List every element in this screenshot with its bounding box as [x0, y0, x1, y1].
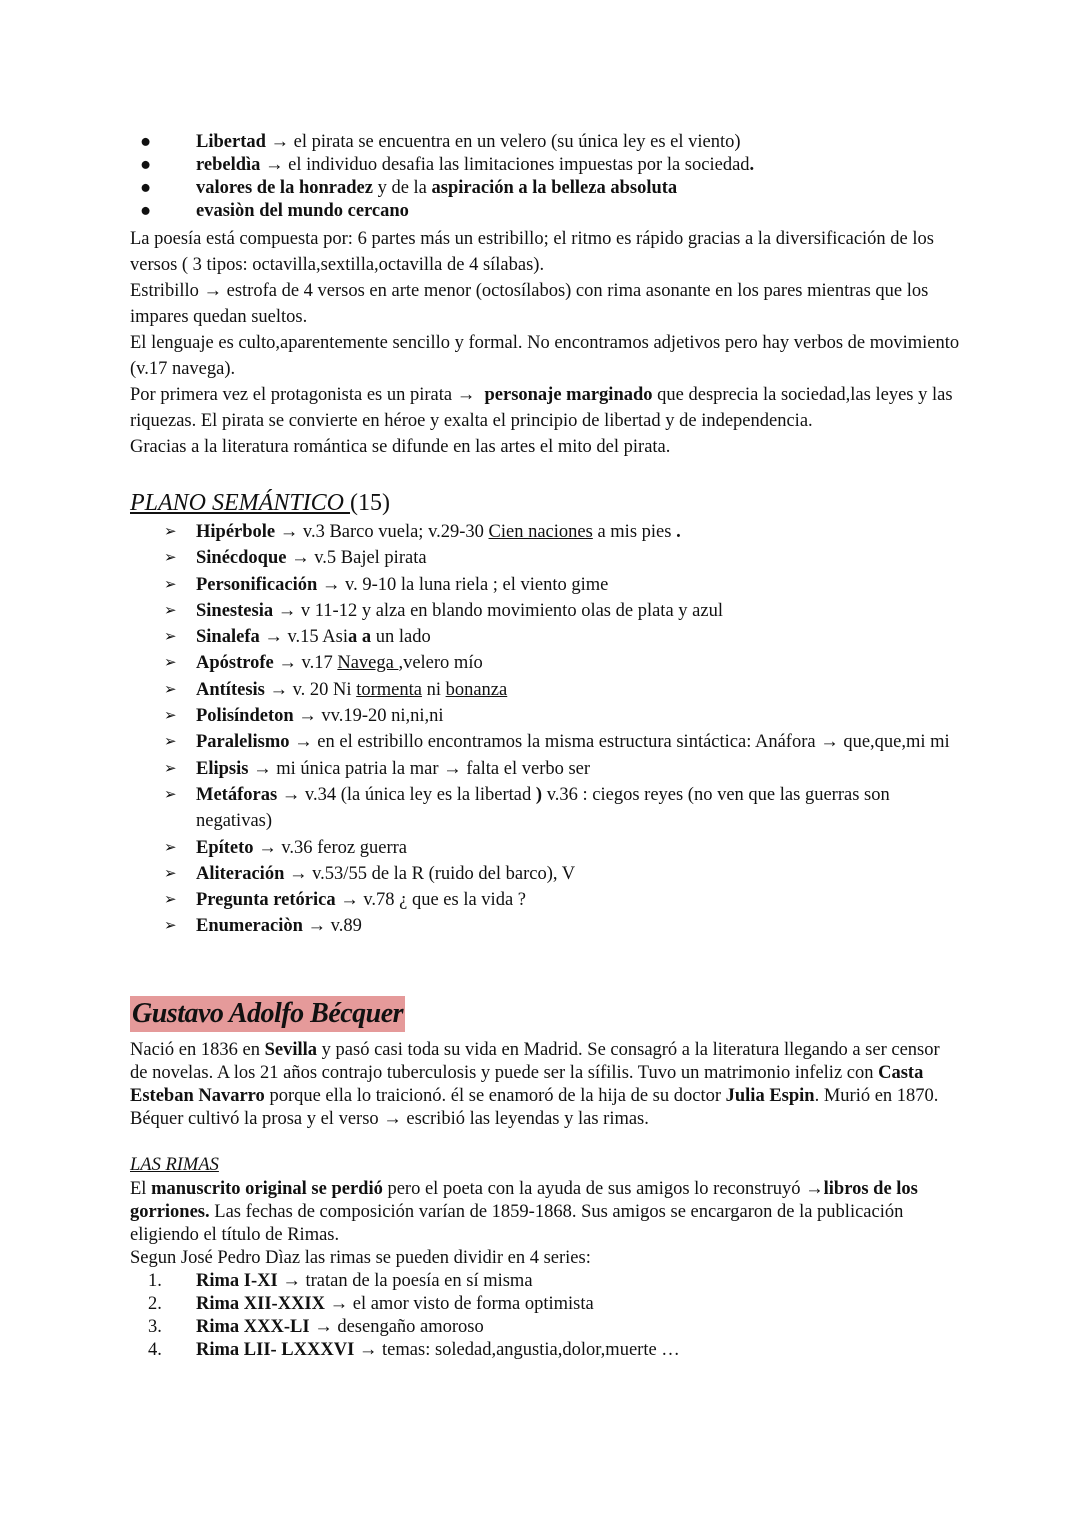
- paragraph: [130, 278, 960, 330]
- text-run: manuscrito original se perdió: [151, 1179, 383, 1199]
- series-item: [130, 1339, 960, 1362]
- semantic-section-heading: [130, 488, 960, 518]
- text-run: .: [749, 155, 755, 175]
- figure-item: [130, 572, 960, 598]
- text-run: → el individuo desafia las limitaciones impuestas por la sociedad: [260, 155, 750, 175]
- text-run: Rima LII- LXXXVI: [196, 1340, 355, 1360]
- arrow-bullet-icon: ➢: [164, 602, 177, 619]
- text-run: ,velero mío: [398, 653, 483, 674]
- text-run: → desengaño amoroso: [309, 1317, 484, 1337]
- figure-item: [130, 598, 960, 624]
- figure-item: [130, 624, 960, 650]
- text-run: un lado: [371, 627, 431, 648]
- text-run: Enumeraciòn: [196, 916, 303, 937]
- series-number: 2.: [148, 1294, 162, 1314]
- arrow-bullet-icon: ➢: [164, 576, 177, 593]
- text-run: Segun José Pedro Dìaz las rimas se pueden dividir en 4 series:: [130, 1248, 591, 1268]
- paragraph: [130, 1178, 960, 1247]
- figure-item: [130, 756, 960, 782]
- text-run: El lenguaje es culto,aparentemente sencillo y formal. No encontramos adjetivos pero hay verbos de movimiento (v.17 navega).: [130, 333, 964, 379]
- text-run: libros de los gorriones.: [130, 1179, 923, 1222]
- text-run: Cien naciones: [488, 522, 593, 542]
- author-heading: Gustavo Adolfo Bécquer: [130, 996, 405, 1032]
- figure-item: [130, 835, 960, 861]
- figure-item: [130, 729, 960, 755]
- text-run: Antítesis: [196, 679, 265, 700]
- arrow-bullet-icon: ➢: [164, 629, 177, 646]
- text-run: → vv.19-20 ni,ni,ni: [293, 706, 444, 727]
- paragraph: [130, 1108, 960, 1131]
- rimas-paragraphs: [130, 1178, 960, 1270]
- arrow-bullet-icon: ➢: [164, 655, 177, 672]
- text-run: Estribillo → estrofa de 4 versos en arte menor (octosílabos) con rima asonante en los pares mientras que los impares quedan sueltos.: [130, 281, 933, 327]
- text-run: → tratan de la poesía en sí misma: [277, 1271, 533, 1291]
- text-run: Rima XII-XXIX: [196, 1294, 325, 1314]
- text-run: → v.36 feroz guerra: [253, 837, 407, 858]
- text-run: Julia Espin: [725, 1086, 815, 1106]
- text-run: Navega: [337, 653, 399, 674]
- text-run: Personificación: [196, 574, 318, 595]
- text-run: Sinécdoque: [196, 548, 287, 569]
- biography-paragraphs: [130, 1039, 960, 1131]
- paragraph: [130, 226, 960, 278]
- series-number: 4.: [148, 1340, 162, 1360]
- figure-item: [130, 650, 960, 676]
- text-run: → el amor visto de forma optimista: [325, 1294, 594, 1314]
- figure-item: [130, 887, 960, 913]
- text-run: Elipsis: [196, 758, 249, 779]
- text-run: Polisíndeton: [196, 706, 294, 727]
- text-run: tormenta: [356, 679, 422, 700]
- theme-item: [130, 154, 960, 177]
- text-run: → v. 20 Ni: [264, 679, 357, 700]
- arrow-bullet-icon: ➢: [164, 708, 177, 725]
- text-run: que desprecia la sociedad,las leyes y las riquezas. El pirata se convierte en héroe y exalta el principio de libertad y de independencia.: [130, 385, 958, 431]
- text-run: .: [676, 522, 681, 542]
- text-run: Apóstrofe: [196, 653, 274, 674]
- bullet-icon: ●: [140, 201, 152, 221]
- text-run: Por primera vez el protagonista es un pirata →: [130, 385, 485, 405]
- rimas-subheading: LAS RIMAS: [130, 1155, 219, 1175]
- text-run: ): [535, 784, 543, 805]
- text-run: → v.53/55 de la R (ruido del barco), V: [284, 863, 576, 884]
- series-item: [130, 1270, 960, 1293]
- text-run: → v.89: [302, 916, 362, 937]
- text-run: a mis pies: [592, 522, 677, 542]
- paragraph: [130, 1247, 960, 1270]
- section-title: PLANO SEMÁNTICO: [130, 490, 351, 516]
- text-run: aspiración a la belleza absoluta: [431, 178, 678, 198]
- figure-item: [130, 782, 960, 835]
- text-run: Las fechas de composición varían de 1859-1868. Sus amigos se encargaron de la publicación eligiendo el título de Rimas.: [130, 1202, 908, 1245]
- text-run: y de la: [372, 178, 432, 198]
- series-item: [130, 1316, 960, 1339]
- bullet-icon: ●: [140, 155, 152, 175]
- text-run: → en el estribillo encontramos la misma estructura sintáctica: Anáfora → que,que,mi mi: [289, 732, 950, 753]
- text-run: → v.3 Barco vuela; v.29-30: [275, 522, 489, 542]
- themes-bullet-list: [130, 131, 960, 223]
- series-number: 1.: [148, 1271, 162, 1291]
- text-run: v.36 : ciegos reyes (no ven que las guerras son negativas): [196, 784, 890, 832]
- section-count: (15): [350, 490, 390, 516]
- text-run: Casta Esteban Navarro: [130, 1063, 928, 1106]
- themes-list-block: [130, 131, 960, 223]
- text-run: → v.15 Asi: [259, 627, 348, 648]
- text-run: Rima I-XI: [196, 1271, 278, 1291]
- paragraph: [130, 382, 960, 434]
- text-run: Nació en 1836 en: [130, 1040, 265, 1060]
- arrow-bullet-icon: ➢: [164, 681, 177, 698]
- paragraph: [130, 434, 960, 460]
- rimas-series-list: [130, 1270, 960, 1362]
- arrow-bullet-icon: ➢: [164, 524, 177, 540]
- text-run: → el pirata se encuentra en un velero (su única ley es el viento): [265, 132, 741, 152]
- author-heading-block: [130, 996, 960, 1032]
- text-run: → v 11-12 y alza en blando movimiento olas de plata y azul: [273, 600, 723, 621]
- text-run: Sinestesia: [196, 600, 274, 621]
- text-run: → v.5 Bajel pirata: [286, 548, 427, 569]
- figure-item: [130, 677, 960, 703]
- text-run: evasiòn del mundo cercano: [196, 201, 409, 221]
- text-run: ni: [421, 679, 446, 700]
- text-run: Pregunta retórica: [196, 890, 336, 911]
- text-run: a a: [347, 627, 372, 648]
- text-run: valores de la honradez: [196, 178, 373, 198]
- text-run: y pasó casi toda su vida en Madrid. Se consagró a la literatura llegando a ser censor de novelas. A los 21 años contrajo tuberculosis y puede ser la sífilis. Tuvo un matrimonio infeliz con: [130, 1040, 945, 1083]
- analysis-paragraphs: [130, 226, 964, 460]
- figure-item: [130, 913, 960, 939]
- arrow-bullet-icon: ➢: [164, 734, 177, 751]
- arrow-bullet-icon: ➢: [164, 865, 177, 882]
- text-run: Libertad: [196, 132, 266, 152]
- text-run: Hipérbole: [196, 522, 276, 542]
- text-run: Epíteto: [196, 837, 254, 858]
- text-run: pero el poeta con la ayuda de sus amigos lo reconstruyó →: [382, 1179, 824, 1199]
- text-run: → mi única patria la mar → falta el verbo ser: [248, 758, 591, 779]
- text-run: Sevilla: [264, 1040, 318, 1060]
- bullet-icon: ●: [140, 178, 152, 198]
- text-run: → v.34 (la única ley es la libertad: [277, 784, 536, 805]
- text-run: → v.78 ¿ que es la vida ?: [335, 890, 526, 911]
- paragraph: [130, 1039, 960, 1108]
- text-run: → v. 9-10 la luna riela ; el viento gime: [317, 574, 609, 595]
- paragraph: [130, 330, 964, 382]
- text-run: → v.17: [273, 653, 338, 674]
- theme-item: [130, 131, 960, 154]
- figure-item: [130, 861, 960, 887]
- text-run: porque ella lo traicionó. él se enamoró de la hija de su doctor: [264, 1086, 726, 1106]
- text-run: . Murió en 1870.: [814, 1086, 939, 1106]
- text-run: Béquer cultivó la prosa y el verso → escribió las leyendas y las rimas.: [130, 1109, 649, 1129]
- rhetorical-figures-list: [130, 519, 960, 940]
- theme-item: [130, 200, 960, 223]
- theme-item: [130, 177, 960, 200]
- arrow-bullet-icon: ➢: [164, 760, 177, 777]
- text-run: Rima XXX-LI: [196, 1317, 310, 1337]
- arrow-bullet-icon: ➢: [164, 918, 177, 935]
- text-run: Paralelismo: [196, 732, 290, 753]
- figure-item: [130, 519, 960, 545]
- text-run: → temas: soledad,angustia,dolor,muerte …: [354, 1340, 680, 1360]
- text-run: La poesía está compuesta por: 6 partes más un estribillo; el ritmo es rápido gracias a la diversificación de los versos ( 3 tipos: octavilla,sextilla,octavilla de 4 sílabas).: [130, 229, 939, 275]
- text-run: Aliteración: [196, 863, 285, 884]
- bullet-icon: ●: [140, 132, 152, 152]
- series-number: 3.: [148, 1317, 162, 1337]
- figure-item: [130, 703, 960, 729]
- text-run: bonanza: [445, 679, 508, 700]
- text-run: rebeldìa: [196, 155, 261, 175]
- text-run: Gracias a la literatura romántica se difunde en las artes el mito del pirata.: [130, 437, 671, 457]
- arrow-bullet-icon: ➢: [164, 892, 177, 909]
- text-run: Metáforas: [196, 784, 278, 805]
- text-run: El: [130, 1179, 152, 1199]
- arrow-bullet-icon: ➢: [164, 550, 177, 567]
- text-run: personaje marginado: [484, 385, 653, 405]
- series-item: [130, 1293, 960, 1316]
- arrow-bullet-icon: ➢: [164, 839, 177, 856]
- arrow-bullet-icon: ➢: [164, 786, 177, 803]
- figure-item: [130, 545, 960, 571]
- text-run: Sinalefa: [196, 627, 260, 648]
